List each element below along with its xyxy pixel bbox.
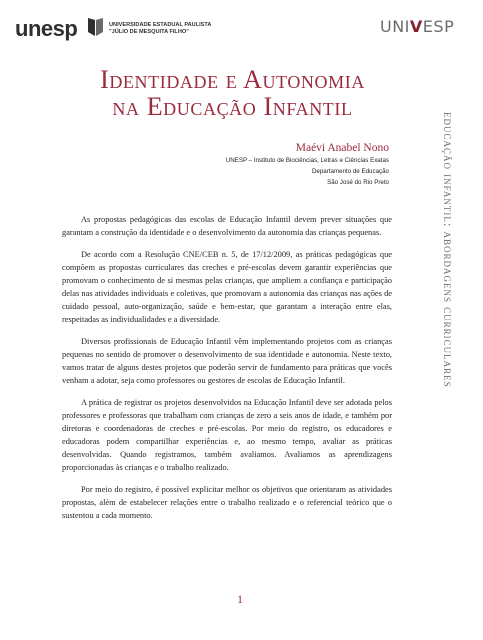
univesp-logo-esp: ESP <box>422 17 455 36</box>
university-name <box>109 22 211 36</box>
paragraph: De acordo com a Resolução CNE/CEB n. 5, de 17/12/2009, as práticas pedagógicas que compõem as propostas curriculares das creches e pré-escolas devem garantir experiências que promovam o conhecimento de si mesmas pelas crianças, que ampliem a confiança e participação delas nas atividades individuais e coletivas, que promovam a autonomia das crianças nas ações de cuidado pessoal, auto-organização, saúde e bem-estar, que garantam a interação entre elas, respeitadas as individualidades e a diversidade. <box>62 249 392 325</box>
page-title <box>60 66 405 120</box>
side-running-title-text: educação infantil: abordagens curriculares <box>441 112 455 388</box>
paragraph: A prática de registrar os projetos desenvolvidos na Educação Infantil deve ser adotada pelos professores e professoras que trabalham com crianças de zero a seis anos de idade, e também por diretoras e coordenadoras de creches e pré-escolas. Por meio do registro, os educadores e educadoras podem compartilhar experiências e, ao mesmo tempo, avaliar as práticas desenvolvidas. Quando registramos, também avaliamos. Avaliamos as aprendizagens proporcionadas às crianças e o trabalho realizado. <box>62 397 392 473</box>
affiliation-institute: UNESP – Instituto de Biociências, Letras e Ciências Exatas <box>225 157 389 164</box>
body-text <box>62 213 392 530</box>
paragraph: As propostas pedagógicas das escolas de Educação Infantil devem prever situações que garantam a construção da identidade e o desenvolvimento da autonomia das crianças pequenas. <box>62 215 392 238</box>
univesp-logo-v: V <box>409 17 423 36</box>
unesp-emblem-icon <box>88 18 103 36</box>
author-affiliation <box>226 155 389 188</box>
affiliation-department: Departamento de Educação <box>311 168 389 175</box>
page-header <box>0 0 483 50</box>
paragraph: Diversos profissionais de Educação Infantil vêm implementando projetos com as crianças pequenas no sentido de promover o desenvolvimento de sua identidade e autonomia. Neste texto, vamos tratar de alguns destes projetos que poderão servir de fundamento para práticas que vocês venham a adotar, seja como professores ou gestores de escolas de Educação Infantil. <box>62 336 392 386</box>
unesp-logo: unesp <box>15 16 78 41</box>
affiliation-city: São José do Rio Preto <box>327 179 389 186</box>
univesp-logo-uni: UNI <box>380 17 410 36</box>
page-title-line2: na Educação Infantil <box>112 92 353 121</box>
page-title-line1: Identidade e Autonomia <box>100 65 365 94</box>
university-name-line2: "JÚLIO DE MESQUITA FILHO" <box>109 29 189 35</box>
side-running-title <box>440 112 462 532</box>
univesp-logo <box>380 17 454 36</box>
university-name-line1: UNIVERSIDADE ESTADUAL PAULISTA <box>109 22 212 28</box>
author-name: Maévi Anabel Nono <box>295 142 389 154</box>
paragraph: Por meio do registro, é possível explicitar melhor os objetivos que orientaram as atividades propostas, além de estabelecer relações entre o trabalho realizado e o referencial teórico que o sustentou a cada momento. <box>62 484 392 520</box>
page-number: 1 <box>237 592 243 606</box>
